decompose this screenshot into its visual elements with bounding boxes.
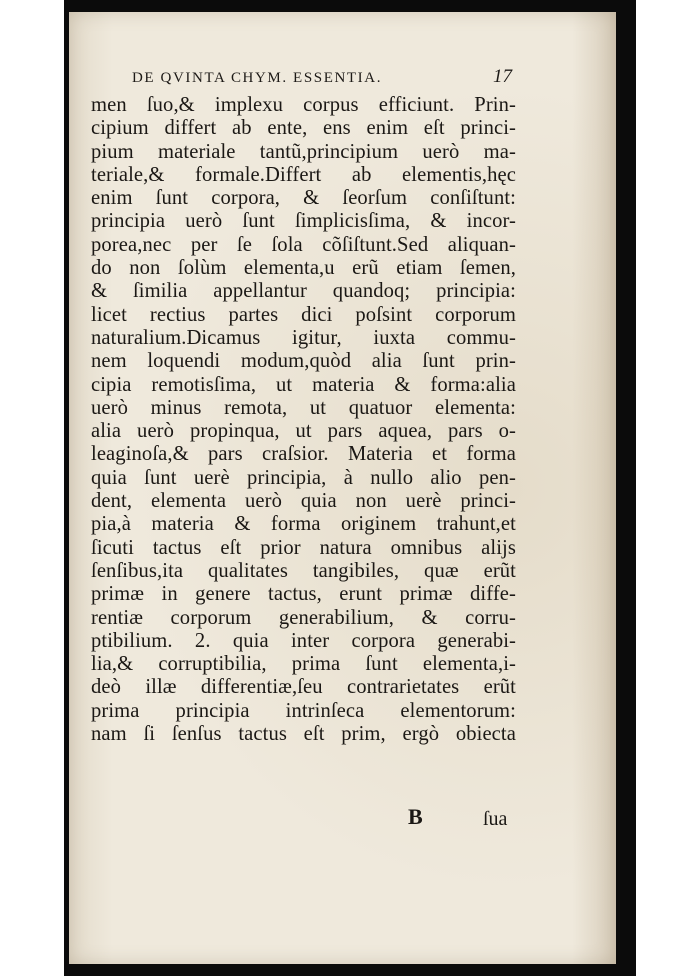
text-line: men ſuo,& implexu corpus efficiunt. Prin- (91, 94, 516, 116)
text-line: enim ſunt corpora, & ſeorſum conſiſtunt: (91, 187, 516, 210)
text-line: do non ſolùm elementa,u erũ etiam ſemen, (91, 257, 516, 280)
text-line: uerò minus remota, ut quatuor elementa: (91, 396, 516, 419)
running-head (132, 66, 512, 92)
running-title: DE QVINTA CHYM. ESSENTIA. (132, 70, 383, 86)
text-line: ptibilium. 2. quia inter corpora generabi- (91, 629, 516, 652)
text-line: teriale,& formale.Differt ab elementis,hęc (91, 163, 516, 186)
text-line: alia uerò propinqua, ut pars aquea, pars o- (91, 420, 516, 443)
text-line: dent, elementa uerò quia non uerè princi- (91, 490, 516, 513)
text-line: nem loquendi modum,quòd alia ſunt prin- (91, 350, 516, 373)
text-line: cipium differt ab ente, ens enim eſt princi- (91, 117, 516, 140)
text-line: quia ſunt uerè principia, à nullo alio pen- (91, 466, 516, 489)
text-line: principia uerò ſunt ſimplicisſima, & incor- (91, 210, 516, 233)
text-line: naturalium.Dicamus igitur, iuxta commu- (91, 326, 516, 349)
text-line: nam ſi ſenſus tactus eſt prim, ergò obiecta (91, 723, 516, 746)
text-line: prima principia intrinſeca elementorum: (91, 699, 516, 722)
text-line: porea,nec per ſe ſola cõſiſtunt.Sed aliquan- (91, 233, 516, 256)
text-line: pia,à materia & forma originem trahunt,et (91, 513, 516, 536)
body-text (91, 94, 516, 746)
catchword: ſua (483, 808, 508, 830)
text-line: pium materiale tantũ,principium uerò ma- (91, 140, 516, 163)
signature-mark: B (408, 804, 423, 829)
text-line: rentiæ corporum generabilium, & corru- (91, 606, 516, 629)
text-line: deò illæ differentiæ,ſeu contrarietates erũt (91, 676, 516, 699)
text-line: leaginoſa,& pars craſsior. Materia et forma (91, 443, 516, 466)
text-line: lia,& corruptibilia, prima ſunt elementa,i- (91, 653, 516, 676)
text-line: & ſimilia appellantur quandoq; principia: (91, 280, 516, 303)
text-line: ſicuti tactus eſt prior natura omnibus alijs (91, 536, 516, 559)
text-line: primæ in genere tactus, erunt primæ diffe- (91, 583, 516, 606)
text-line: cipia remotisſima, ut materia & forma:alia (91, 373, 516, 396)
page-number: 17 (493, 66, 512, 87)
text-line: ſenſibus,ita qualitates tangibiles, quæ erũt (91, 559, 516, 582)
text-line: licet rectius partes dici poſsint corporum (91, 303, 516, 326)
